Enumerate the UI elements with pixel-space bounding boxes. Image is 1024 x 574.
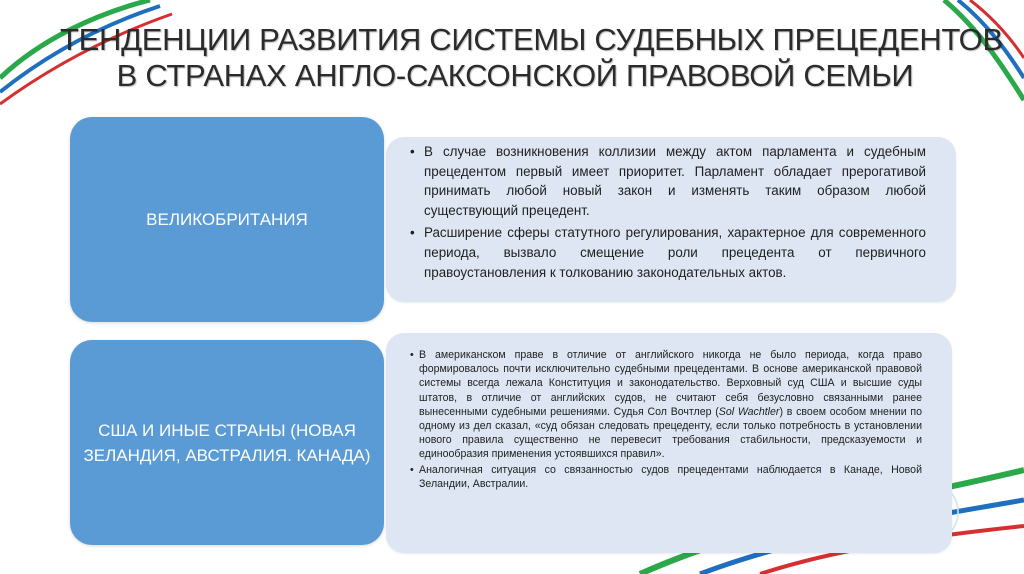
uk-bullet-2 <box>410 223 926 282</box>
slide-title-line-1: ТЕНДЕНЦИИ РАЗВИТИЯ СИСТЕМЫ СУДЕБНЫХ ПРЕЦЕДЕНТОВ <box>60 22 1003 57</box>
bullet-mark: • <box>410 144 415 159</box>
usa-bullet-2 <box>410 463 922 491</box>
slide-title <box>60 22 1003 94</box>
usa-bullet-2-text: Аналогичная ситуация со связанностью судов прецедентами наблюдается в Канаде, Новой Зеландии, Австралии. <box>419 463 922 490</box>
bullet-mark: • <box>410 463 414 476</box>
uk-bullet-1 <box>410 142 926 220</box>
usa-bullet-1-text-part1: В американском праве в отличие от английского никогда не было периода, когда право формировалось почти исключительно судебными прецедентами. В основе американской правовой системы всегда лежала Конституция и законодательство. Верховный суд США и высшие суды штатов, в отличие от английских судов, не считают себя безусловно связанными ранее вынесенными судебными решениями. Судья Сол Вочтлер ( <box>419 349 922 418</box>
usa-bullet-1 <box>410 348 922 462</box>
slide-title-line-2: В СТРАНАХ АНГЛО-САКСОНСКОЙ ПРАВОВОЙ СЕМЬИ <box>116 58 914 93</box>
usa-label: США И ИНЫЕ СТРАНЫ (НОВАЯ ЗЕЛАНДИЯ, АВСТРАЛИЯ. КАНАДА) <box>83 420 371 465</box>
usa-bullet-1-italic-name: Sol Wachtler <box>718 405 780 418</box>
bullet-mark: • <box>410 225 415 241</box>
uk-bullet-1-text: В случае возникновения коллизии между актом парламента и судебным прецедентом первый имеет приоритет. Парламент обладает прерогативой принимать любой новый закон и изменять таким образом любой существующий прецедент. <box>424 144 926 218</box>
bullet-mark: • <box>410 349 414 361</box>
usa-bullet-list <box>410 348 922 492</box>
uk-bullet-2-text: Расширение сферы статутного регулирования, характерное для современного периода, вызвало смещение роли прецедента от первичного правоустановления к толкованию законодательных актов. <box>424 225 926 280</box>
usa-label-box <box>70 340 384 545</box>
uk-bullet-list <box>410 142 926 285</box>
uk-label: ВЕЛИКОБРИТАНИЯ <box>146 209 308 229</box>
uk-label-box <box>70 117 384 322</box>
usa-bullet-1-text-part2: ) в своем особом мнении по одному из дел сказал, «суд обязан следовать прецеденту, если только потребность в установлении нового правила существенно не перевесит требования стабильности, предсказуемости и единообразия применения устоявшихся правил». <box>419 405 923 461</box>
